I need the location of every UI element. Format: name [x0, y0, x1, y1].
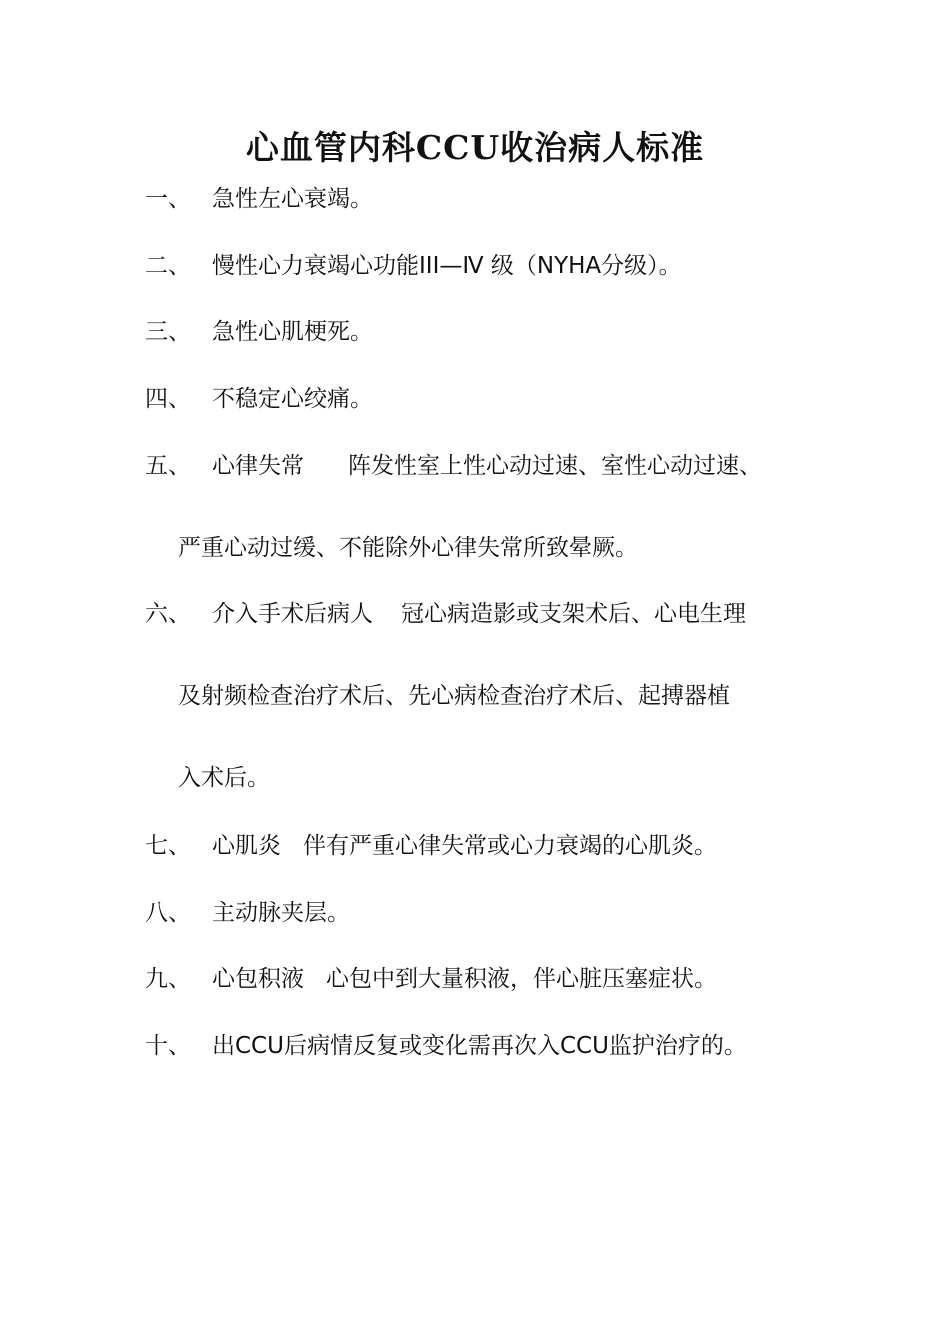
- item-number: 三、: [145, 319, 191, 345]
- item-number: 九、: [145, 966, 191, 992]
- item-number: 二、: [145, 253, 191, 279]
- item-heading: 心肌炎: [212, 833, 281, 859]
- item-text-line: [212, 449, 762, 483]
- item-number: 四、: [145, 386, 191, 412]
- item-text-line: [212, 962, 717, 996]
- item-number: 六、: [145, 601, 191, 627]
- item-number: 八、: [145, 900, 191, 926]
- item-text: 急性心肌梗死。: [212, 319, 373, 345]
- item-text: 阵发性室上性心动过速、室性心动过速、: [348, 453, 762, 479]
- item-text: 慢性心力衰竭心功能III—Ⅳ 级（NYHA分级）。: [212, 253, 682, 279]
- item-text: 心包中到大量积液，伴心脏压塞症状。: [326, 966, 717, 992]
- item-number: 一、: [145, 186, 191, 212]
- item-heading: 心律失常: [212, 453, 304, 479]
- item-continuation: 入术后。: [178, 765, 270, 791]
- document-title: 心血管内科CCU收治病人标准: [245, 128, 705, 167]
- item-continuation: 及射频检查治疗术后、先心病检查治疗术后、起搏器植: [178, 683, 730, 709]
- item-text: 出CCU后病情反复或变化需再次入CCU监护治疗的。: [212, 1033, 747, 1059]
- item-text-line: [212, 829, 717, 863]
- item-text: 急性左心衰竭。: [212, 186, 373, 212]
- item-continuation: 严重心动过缓、不能除外心律失常所致晕厥。: [178, 535, 638, 561]
- item-text: 不稳定心绞痛。: [212, 386, 373, 412]
- item-text: 伴有严重心律失常或心力衰竭的心肌炎。: [303, 833, 717, 859]
- item-text: 冠心病造影或支架术后、心电生理: [401, 601, 746, 627]
- item-heading: 心包积液: [212, 966, 304, 992]
- item-text: 主动脉夹层。: [212, 900, 350, 926]
- item-heading: 介入手术后病人: [212, 601, 373, 627]
- item-text-line: [212, 597, 746, 631]
- item-number: 十、: [145, 1033, 191, 1059]
- item-number: 七、: [145, 833, 191, 859]
- item-number: 五、: [145, 453, 191, 479]
